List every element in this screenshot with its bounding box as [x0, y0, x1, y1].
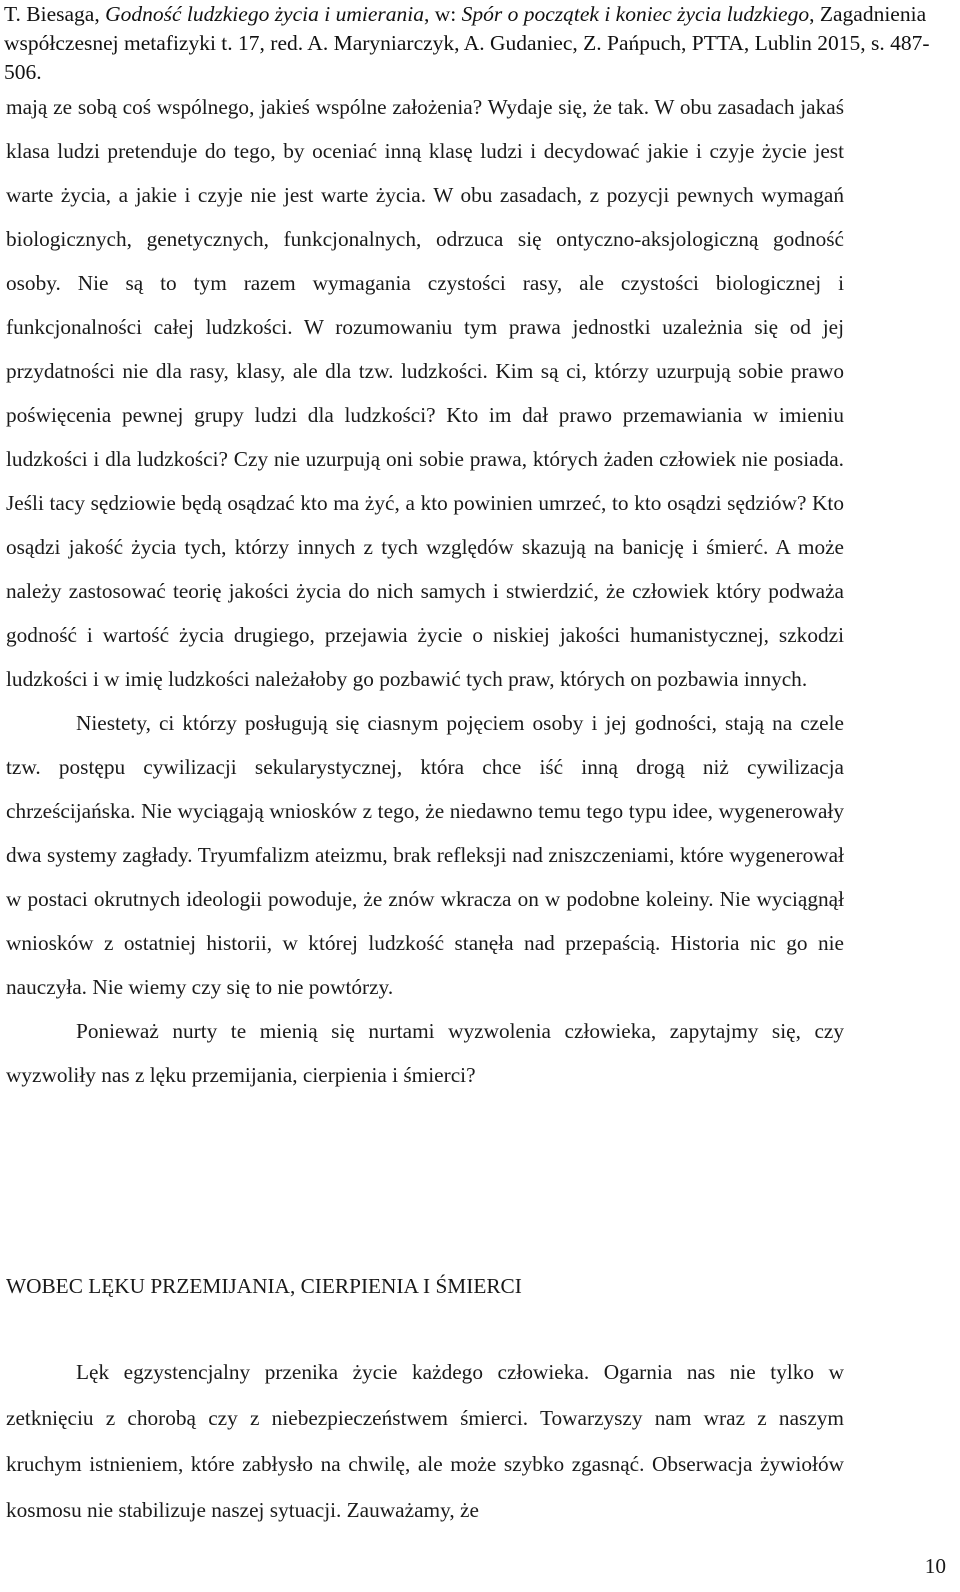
section-paragraph: Lęk egzystencjalny przenika życie każdego człowieka. Ogarnia nas nie tylko w zetknięciu z chorobą czy z niebezpieczeństwem śmierci. Towarzyszy nam wraz z naszym kruchym istnieniem, które zabłysło na chwilę, ale może szybko zgasnąć. Obserwacja żywiołów kosmosu nie stabilizuje naszej sytuacji. Zauważamy, że	[6, 1360, 844, 1522]
paragraph-1: mają ze sobą coś wspólnego, jakieś wspólne założenia? Wydaje się, że tak. W obu zasadach jakaś klasa ludzi pretenduje do tego, by oceniać inną klasę ludzi i decydować jakie i czyje życie jest warte życia, a jakie i czyje nie jest warte życia. W obu zasadach, z pozycji pewnych wymagań biologicznych, genetycznych, funkcjonalnych, odrzuca się ontyczno-aksjologiczną godność osoby. Nie są to tym razem wymagania czystości rasy, ale czystości biologicznej i funkcjonalności całej ludzkości. W rozumowaniu tym prawa jednostki uzależnia się od jej przydatności nie dla rasy, klasy, ale dla tzw. ludzkości. Kim są ci, którzy uzurpują sobie prawo poświęcenia pewnej grupy ludzi dla ludzkości? Kto im dał prawo przemawiania w imieniu ludzkości i dla ludzkości? Czy nie uzurpują oni sobie prawa, których żaden człowiek nie posiada. Jeśli tacy sędziowie będą osądzać kto ma żyć, a kto powinien umrzeć, to kto osądzi sędziów? Kto osądzi jakość życia tych, którzy innych z tych względów skazują na banicję i śmierć. A może należy zastosować teorię jakości życia do nich samych i stwierdzić, że człowiek który podważa godność i wartość życia drugiego, przejawia życie o niskiej jakości humanistycznej, szkodzi ludzkości i w imię ludzkości należałoby go pozbawić tych praw, których on pozbawia innych.	[6, 95, 844, 691]
main-text	[6, 85, 844, 1097]
paragraph-3: Ponieważ nurty te mienią się nurtami wyzwolenia człowieka, zapytajmy się, czy wyzwoliły nas z lęku przemijania, cierpienia i śmierci?	[6, 1019, 844, 1087]
section-heading: WOBEC LĘKU PRZEMIJANIA, CIERPIENIA I ŚMIERCI	[6, 1274, 522, 1298]
citation-separator: , w:	[423, 2, 462, 26]
paragraph-2: Niestety, ci którzy posługują się ciasnym pojęciem osoby i jej godności, stają na czele tzw. postępu cywilizacji sekularystycznej, która chce iść inną drogą niż cywilizacja chrześcijańska. Nie wyciągają wniosków z tego, że niedawno temu tego typu idee, wygenerowały dwa systemy zagłady. Tryumfalizm ateizmu, brak refleksji nad zniszczeniami, które wygenerował w postaci okrutnych ideologii powoduje, że znów wkracza on w podobne koleiny. Nie wyciągnął wniosków z ostatniej historii, w której ludzkość stanęła nad przepaścią. Historia nic go nie nauczyła. Nie wiemy czy się to nie powtórzy.	[6, 711, 844, 999]
page-number: 10	[924, 1554, 946, 1578]
citation-details: , Zagadnienia współczesnej metafizyki t. 17, red. A. Maryniarczyk, A. Gudaniec, Z. Pańpuch, PTTA, Lublin 2015, s. 487-506.	[4, 2, 930, 84]
citation-book-title: Spór o początek i koniec życia ludzkiego	[461, 2, 810, 26]
citation-author: T. Biesaga,	[4, 2, 106, 26]
citation-header	[4, 0, 949, 87]
section-text	[6, 1349, 844, 1533]
citation-title: Godność ludzkiego życia i umierania	[105, 2, 424, 26]
